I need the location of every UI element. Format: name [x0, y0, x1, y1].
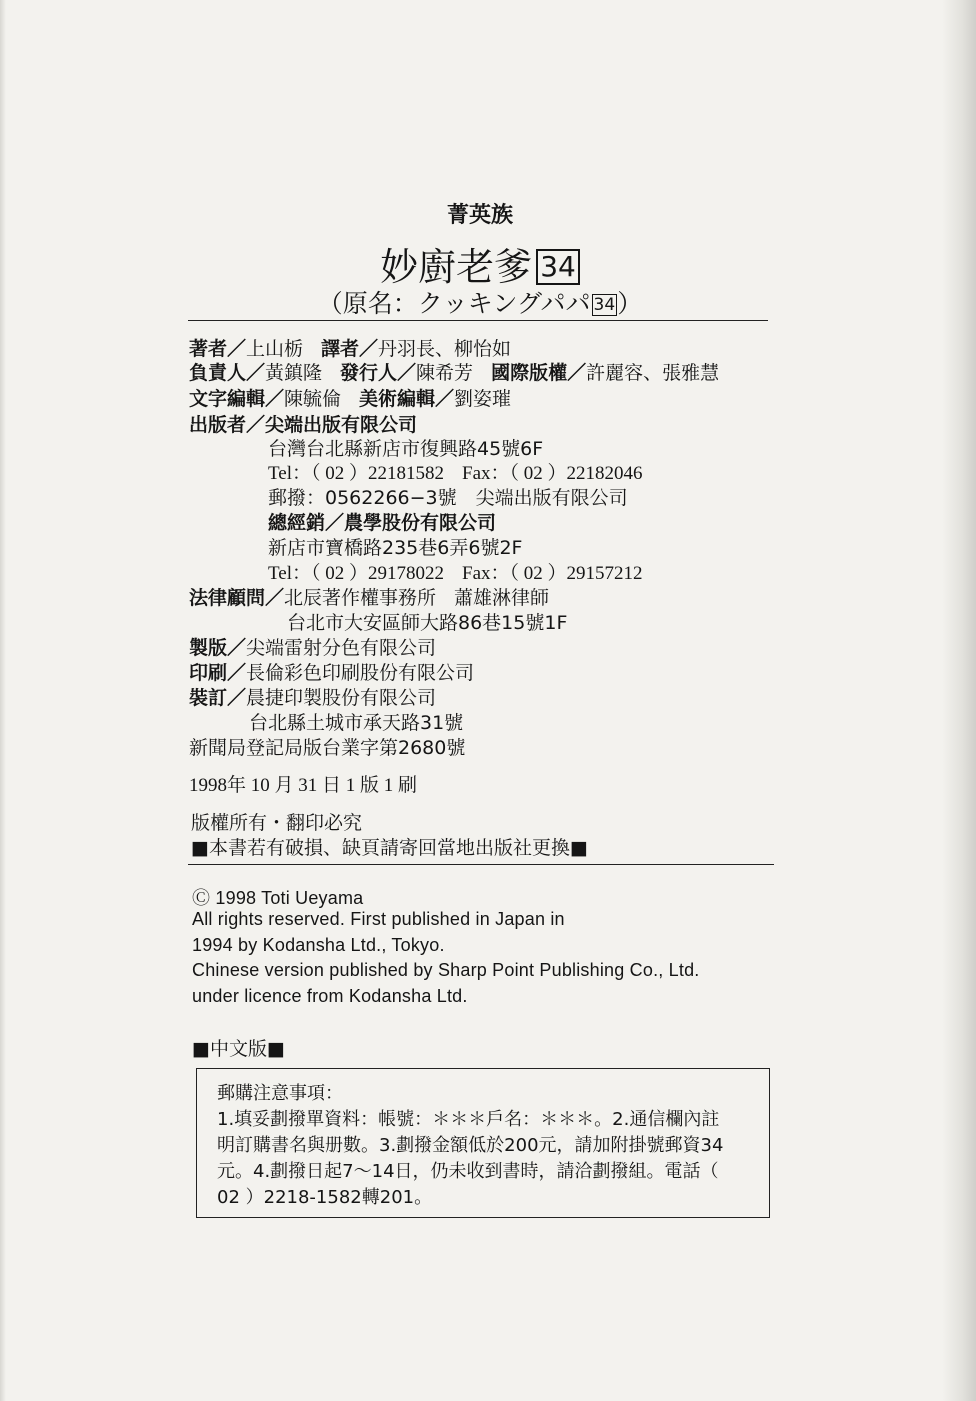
copyright-line-1: Ⓒ 1998 Toti Ueyama — [192, 888, 364, 908]
art-editor-label: 美術編輯／ — [359, 388, 455, 410]
publisher-phone-line — [268, 458, 643, 485]
distributor-fax: Fax：（ 02 ）29157212 — [462, 563, 643, 584]
author-label: 著者／ — [189, 338, 247, 360]
copyright-line-4: Chinese version published by Sharp Point Publishing Co., Ltd. — [192, 960, 700, 980]
publisher-name: 尖端出版有限公司 — [265, 414, 418, 436]
distributor-line — [268, 508, 496, 535]
publisher-line — [189, 410, 417, 437]
original-title-close: ） — [617, 289, 643, 318]
text-editor-label: 文字編輯／ — [189, 388, 285, 410]
distributor-phone-line — [268, 558, 643, 585]
divider-middle — [188, 864, 774, 865]
publisher-tel: Tel：（ 02 ）22181582 — [268, 463, 444, 484]
volume-badge: 34 — [536, 249, 580, 285]
legal-line — [189, 583, 549, 610]
distributor-address: 新店市寶橋路235巷6弄6號2F — [268, 537, 523, 559]
print-value: 長倫彩色印刷股份有限公司 — [246, 662, 475, 684]
book-title-row — [0, 236, 960, 291]
divider-top — [188, 320, 768, 321]
credits-line-1 — [189, 334, 511, 361]
series-name: 菁英族 — [446, 203, 513, 228]
publisher-postal: 郵撥：0562266−3號 尖端出版有限公司 — [268, 487, 628, 509]
book-title: 妙廚老爹 — [380, 245, 533, 289]
responsible-value: 黃鎮隆 — [265, 362, 323, 384]
copyright-line-5: under licence from Kodansha Ltd. — [192, 986, 468, 1006]
original-title-row — [0, 284, 960, 320]
distributor-label: 總經銷／ — [268, 512, 345, 534]
art-editor-value: 劉姿璀 — [454, 388, 512, 410]
notice-line-1: 1.填妥劃撥單資料：帳號：＊＊＊戶名：＊＊＊。2.通信欄內註 — [217, 1109, 720, 1130]
publisher-address: 台灣台北縣新店市復興路45號6F — [268, 438, 544, 460]
print-label: 印刷／ — [189, 662, 247, 684]
credits-line-3 — [189, 384, 511, 411]
responsible-label: 負責人／ — [189, 362, 266, 384]
copyright-line-3: 1994 by Kodansha Ltd., Tokyo. — [192, 935, 445, 955]
issuer-value: 陳希芳 — [416, 362, 474, 384]
bind-address: 台北縣土城市承天路31號 — [249, 712, 464, 734]
publisher-fax: Fax：（ 02 ）22182046 — [462, 463, 643, 484]
replace-notice: ■本書若有破損、缺頁請寄回當地出版社更換■ — [191, 837, 588, 859]
bind-line — [189, 683, 436, 710]
mail-order-notice — [196, 1068, 770, 1218]
distributor-tel: Tel：（ 02 ）29178022 — [268, 563, 444, 584]
plate-line — [189, 633, 436, 660]
publisher-label: 出版者／ — [189, 414, 266, 436]
notice-line-2: 明訂購書名與册數。3.劃撥金額低於200元，請加附掛號郵資34 — [217, 1135, 724, 1156]
notice-line-3: 元。4.劃撥日起7～14日，仍未收到書時，請洽劃撥組。電話（ — [217, 1161, 719, 1182]
legal-label: 法律顧問／ — [189, 587, 285, 609]
author-value: 上山栃 — [246, 338, 304, 360]
translator-label: 譯者／ — [321, 338, 379, 360]
rights-reserved: 版權所有・翻印必究 — [191, 812, 363, 834]
original-volume-badge: 34 — [593, 295, 616, 315]
chinese-edition-label: ■中文版■ — [192, 1038, 285, 1060]
plate-value: 尖端雷射分色有限公司 — [246, 637, 437, 659]
original-title: （原名：クッキングパパ — [317, 289, 591, 318]
notice-title: 郵購注意事項： — [217, 1083, 343, 1104]
issuer-label: 發行人／ — [340, 362, 417, 384]
legal-firm: 北辰著作權事務所 — [284, 587, 437, 609]
copyright-line-2: All rights reserved. First published in Japan in — [192, 909, 565, 929]
distributor-name: 農學股份有限公司 — [344, 512, 497, 534]
license-number: 新聞局登記局版台業字第2680號 — [189, 737, 466, 759]
legal-lawyer: 蕭雄淋律師 — [454, 587, 550, 609]
intl-rights-label: 國際版權／ — [491, 362, 587, 384]
intl-rights-value: 許麗容、張雅慧 — [586, 362, 720, 384]
bind-value: 晨捷印製股份有限公司 — [246, 687, 437, 709]
credits-line-2 — [189, 358, 719, 385]
translator-value: 丹羽長、柳怡如 — [378, 338, 512, 360]
plate-label: 製版／ — [189, 637, 247, 659]
print-line — [189, 658, 474, 685]
notice-line-4: 02 ）2218-1582轉201。 — [217, 1187, 433, 1208]
edition-date: 1998年 10 月 31 日 1 版 1 刷 — [189, 775, 418, 796]
text-editor-value: 陳毓倫 — [284, 388, 342, 410]
legal-address: 台北市大安區師大路86巷15號1F — [287, 612, 568, 634]
bind-label: 裝訂／ — [189, 687, 247, 709]
